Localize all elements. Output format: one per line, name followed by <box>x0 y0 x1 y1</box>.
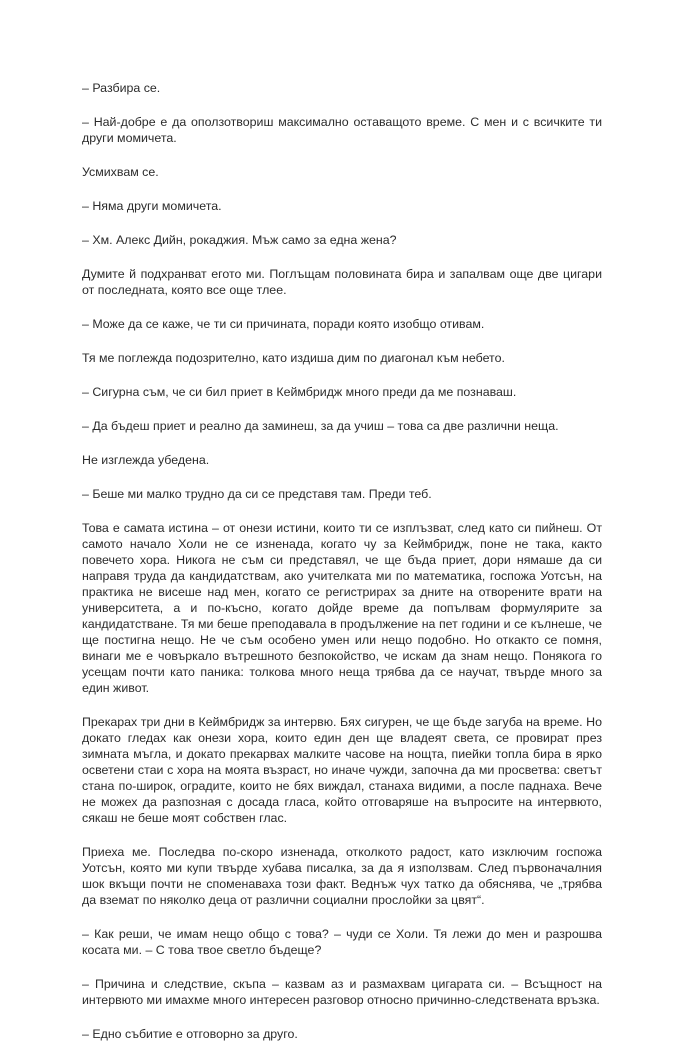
paragraph-10: – Да бъдеш приет и реално да заминеш, за да учиш – това са две различни неща. <box>82 419 559 433</box>
paragraph-18: – Едно събитие е отговорно за друго. <box>82 1027 298 1041</box>
paragraph-3: Усмихвам се. <box>82 165 159 179</box>
body-text <box>82 80 602 1060</box>
paragraph-9: – Сигурна съм, че си бил приет в Кеймбридж много преди да ме познаваш. <box>82 385 517 399</box>
paragraph-6: Думите й подхранват егото ми. Поглъщам половината бира и запалвам още две цигари от последната, която все още тлее. <box>82 267 602 297</box>
paragraph-4: – Няма други момичета. <box>82 199 222 213</box>
paragraph-11: Не изглежда убедена. <box>82 453 210 467</box>
paragraph-5: – Хм. Алекс Дийн, рокаджия. Мъж само за една жена? <box>82 233 397 247</box>
paragraph-1: – Разбира се. <box>82 81 161 95</box>
paragraph-17: – Причина и следствие, скъпа – казвам аз и размахвам цигарата си. – Всъщност на интервюто ми имахме много интересен разговор относно причинно-следствената връзка. <box>82 977 602 1007</box>
paragraph-12: – Беше ми малко трудно да си се представя там. Преди теб. <box>82 487 432 501</box>
paragraph-14: Прекарах три дни в Кеймбридж за интервю. Бях сигурен, че ще бъде загуба на време. Но докато гледах как онези хора, които един ден ще владеят света, се провират през зимната мъгла, и докато прекарвах малките часове на нощта, пиейки топла бира в ярко осветени стаи с хора на моята възраст, но иначе чужди, започна да ми просветва: светът стана по-широк, оградите, които не бях виждал, станаха видими, а после паднаха. Вече не можех да разпозная с досада гласа, който отговаряше на въпросите на интервюто, сякаш не беше моят собствен глас. <box>82 715 602 825</box>
paragraph-13: Това е самата истина – от онези истини, които ти се изплъзват, след като си пийнеш. От самото начало Холи не се изненада, когато чу за Кеймбридж, поне не така, както повечето хора. Никога не съм си представял, че ще бъда приет, дори нямаше да си направя труда да кандидатствам, ако учителката ми по математика, госпожа Уотсън, на практика не висеше над мен, когато се регистрирах за дните на отворените врати на университета, а и по-късно, когато дойде време да попълвам формулярите за кандидатстване. Тя ми беше преподавала в продължение на пет години и се кълнеше, че ще постигна нещо. Не че съм особено умен или нещо подобно. Но откакто се помня, винаги ме е човъркало вътрешното безпокойство, че искам да знам нещо. Понякога го усещам почти като паника: толкова много неща трябва да се научат, твърде много за един живот. <box>82 521 602 695</box>
paragraph-7: – Може да се каже, че ти си причината, поради която изобщо отивам. <box>82 317 485 331</box>
paragraph-16: – Как реши, че имам нещо общо с това? – чуди се Холи. Тя лежи до мен и разрошва косата ми. – С това твое светло бъдеще? <box>82 927 602 957</box>
paragraph-15: Приеха ме. Последва по-скоро изненада, отколкото радост, като изключим госпожа Уотсън, която ми купи твърде хубава писалка, за да я използвам. След първоначалния шок вкъщи почти не споменаваха този факт. Веднъж чух татко да обяснява, че „трябва да вземат по няколко деца от различни социални прослойки за цвят“. <box>82 845 602 907</box>
paragraph-8: Тя ме поглежда подозрително, като издиша дим по диагонал към небето. <box>82 351 505 365</box>
paragraph-2: – Най-добре е да оползотвориш максимално оставащото време. С мен и с всичките ти други момичета. <box>82 115 602 145</box>
